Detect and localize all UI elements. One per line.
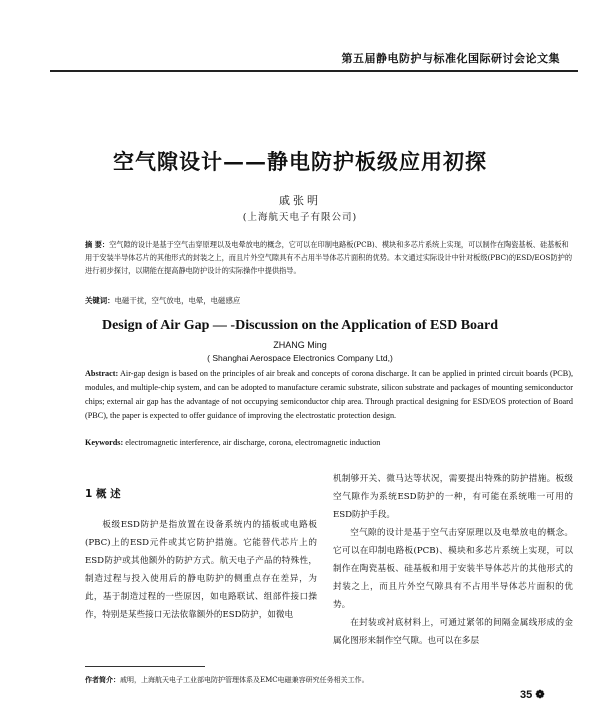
abstract-en-text: Air-gap design is based on the principles of air break and concepts of corona discharge. It can be applied in printed circuit boards (PCB), modules, and multiple-chip system, and can be adopted to manufacture ceramic substrate, silicon substrate and packages of mounting semiconductor chips; external air gap has the advantage of not occupying semiconductor chip area. Through practical designing for ESD/EOS protection of Board (PBC), the paper is expected to offer guidance of improving the electrostatic protection design.: [85, 369, 573, 420]
affiliation-en: ( Shanghai Aerospace Electronics Company Ltd,): [207, 353, 393, 363]
author-footnote: [85, 675, 573, 685]
running-header: 第五届静电防护与标准化国际研讨会论文集: [341, 52, 560, 65]
flower-ornament-icon: ❁: [535, 689, 545, 701]
abstract-cn-label: 摘 要：: [85, 240, 110, 249]
keywords-cn-label: 关键词：: [85, 296, 115, 305]
footnote-text: 戚明，上海航天电子工业部电防护管理体系及EMC电磁兼容研究任务相关工作。: [120, 676, 369, 684]
abstract-cn-text: 空气隙的设计是基于空气击穿原理以及电晕放电的概念，它可以在印制电路板(PCB)、模块和多芯片系统上实现，可以制作在陶瓷基板、硅基板和用于安装半导体芯片的其他形式的封装之上，而且片外空气隙具有不占用半导体芯片面积的优势。本文通过实际设计中针对板级(PBC)的ESD/EOS防护的进行初步探讨，以期能在提高静电防护设计的实际操作中提供指导。: [85, 240, 573, 275]
abstract-en-label: Abstract:: [85, 369, 119, 378]
paragraph: 空气隙的设计是基于空气击穿原理以及电晕放电的概念。它可以在印制电路板(PCB)、模块和多芯片系统上实现，可以制作在陶瓷基板、硅基板和用于安装半导体芯片的其他形式的封装之上，而且片外空气隙具有不占用半导体芯片面积的优势。: [333, 528, 573, 610]
paragraph: 在封装或衬底材料上，可通过紧邻的间隔金属线形成的金属化图形来制作空气隙。也可以在多层: [333, 618, 573, 646]
paper-title-cn: 空气隙设计——静电防护板级应用初探: [113, 149, 487, 174]
author-en: ZHANG Ming: [273, 340, 327, 350]
header-rule: [50, 70, 578, 72]
keywords-en-label: Keywords:: [85, 438, 124, 447]
abstract-en: [85, 367, 573, 423]
keywords-en: [85, 438, 573, 447]
paragraph: 机制够开关、微马达等状况，需要提出特殊的防护措施。板级空气隙作为系统ESD防护的一种，有可能在系统唯一可用的ESD防护手段。: [333, 474, 573, 520]
footnote-rule: [85, 666, 205, 667]
page-number-value: 35: [520, 689, 533, 701]
author-cn: 戚张明: [279, 194, 321, 207]
page-number: [520, 688, 545, 701]
keywords-en-text: electromagnetic interference, air discharge, corona, electromagnetic induction: [125, 438, 381, 447]
body-column-right: [333, 470, 573, 650]
keywords-cn: [85, 295, 573, 306]
keywords-cn-text: 电磁干扰，空气放电，电晕，电磁感应: [114, 296, 241, 305]
affiliation-cn: (上海航天电子有限公司): [242, 212, 358, 223]
paragraph: 板级ESD防护是指放置在设备系统内的插板或电路板(PBC)上的ESD元件或其它防护措施。它能替代芯片上的ESD防护或其他额外的防护方式。航天电子产品的特殊性，制造过程与投入使用后的静电防护的侧重点存在差异，为此，基于制造过程的一些原因，如电路联试、组部件接口操作，特别是某些接口无法依靠额外的ESD防护，如微电: [85, 520, 317, 620]
footnote-label: 作者简介：: [85, 676, 120, 684]
abstract-cn: [85, 238, 573, 277]
paper-title-en: Design of Air Gap — -Discussion on the Application of ESD Board: [101, 318, 499, 333]
section-heading-overview: 1 概 述: [85, 488, 121, 500]
body-column-left: [85, 516, 317, 624]
